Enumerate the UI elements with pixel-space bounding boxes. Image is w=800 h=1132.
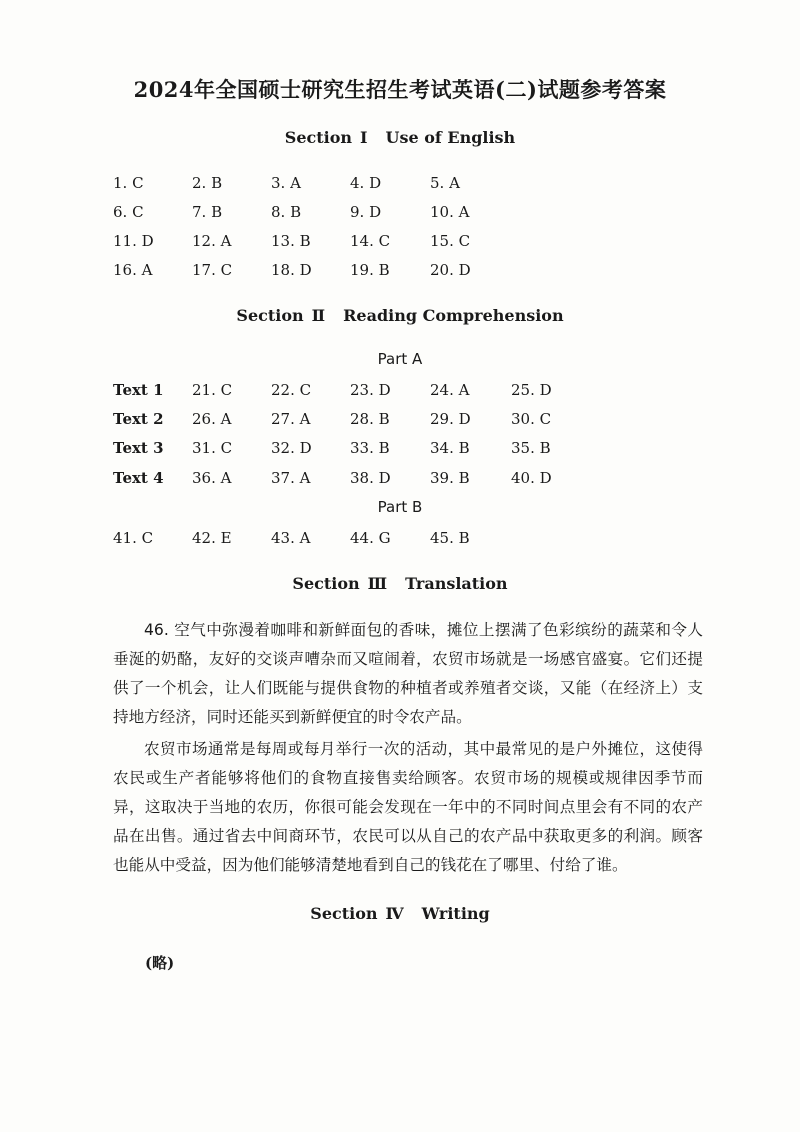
section-3-heading [0, 574, 800, 593]
answer-item: 26. A [192, 410, 232, 428]
answer-item: 11. D [113, 232, 154, 250]
section-1-heading [0, 128, 800, 147]
section-number: Ⅱ [311, 306, 326, 325]
answer-item: 9. D [350, 203, 382, 221]
answer-item: 23. D [350, 381, 391, 399]
section-number: Ⅳ [385, 904, 404, 923]
section-2-heading [0, 306, 800, 325]
answer-item: 36. A [192, 469, 232, 487]
answer-item: 28. B [350, 410, 390, 428]
section-number: Ⅲ [367, 574, 388, 593]
answer-item: 3. A [271, 174, 301, 192]
section-label: Section [310, 904, 378, 923]
section-label: Section [292, 574, 360, 593]
answer-item: 27. A [271, 410, 311, 428]
answer-item: 14. C [350, 232, 391, 250]
text-label: Text 3 [113, 439, 164, 457]
answer-item: 32. D [271, 439, 312, 457]
part-b-heading: Part B [377, 498, 423, 516]
text-label: Text 2 [113, 410, 164, 428]
section-name: Use of English [385, 128, 516, 147]
answer-item: 18. D [271, 261, 312, 279]
answer-item: 17. C [192, 261, 233, 279]
answer-item: 38. D [350, 469, 391, 487]
answer-item: 12. A [192, 232, 232, 250]
answer-item: 39. B [430, 469, 470, 487]
answer-item: 42. E [192, 529, 232, 547]
answer-item: 22. C [271, 381, 312, 399]
answer-item: 41. C [113, 529, 154, 547]
answer-item: 8. B [271, 203, 302, 221]
section-4-heading [0, 904, 800, 923]
answer-item: 30. C [511, 410, 552, 428]
answer-item: 7. B [192, 203, 223, 221]
writing-omitted: (略) [145, 954, 175, 972]
answer-item: 31. C [192, 439, 233, 457]
section-number: Ⅰ [360, 128, 368, 147]
answer-item: 24. A [430, 381, 470, 399]
part-a-heading: Part A [377, 350, 423, 368]
answer-item: 19. B [350, 261, 390, 279]
section-label: Section [236, 306, 304, 325]
section-name: Reading Comprehension [343, 306, 564, 325]
text-label: Text 4 [113, 469, 164, 487]
answer-item: 45. B [430, 529, 470, 547]
answer-item: 37. A [271, 469, 311, 487]
answer-item: 25. D [511, 381, 552, 399]
answer-item: 21. C [192, 381, 233, 399]
answer-item: 16. A [113, 261, 153, 279]
answer-item: 35. B [511, 439, 551, 457]
answer-item: 13. B [271, 232, 311, 250]
answer-item: 29. D [430, 410, 471, 428]
answer-item: 34. B [430, 439, 470, 457]
section-name: Writing [421, 904, 490, 923]
answer-item: 10. A [430, 203, 470, 221]
section-name: Translation [405, 574, 508, 593]
section-label: Section [284, 128, 353, 147]
answer-item: 20. D [430, 261, 471, 279]
translation-paragraph-2: 农贸市场通常是每周或每月举行一次的活动，其中最常见的是户外摊位，这使得农民或生产者能够将他们的食物直接售卖给顾客。农贸市场的规模或规律因季节而异，这取决于当地的农历，你很可能会发现在一年中的不同时间点里会有不同的农产品在出售。通过省去中间商环节，农民可以从自己的农产品中获取更多的利润。顾客也能从中受益，因为他们能够清楚地看到自己的钱花在了哪里、付给了谁。 [113, 740, 703, 874]
answer-item: 6. C [113, 203, 144, 221]
translation-paragraph-1: 46. 空气中弥漫着咖啡和新鲜面包的香味，摊位上摆满了色彩缤纷的蔬菜和令人垂涎的奶酪，友好的交谈声嘈杂而又喧闹着，农贸市场就是一场感官盛宴。它们还提供了一个机会，让人们既能与提供食物的种植者或养殖者交谈，又能（在经济上）支持地方经济，同时还能买到新鲜便宜的时令农产品。 [113, 621, 703, 726]
answer-item: 43. A [271, 529, 311, 547]
answer-item: 33. B [350, 439, 390, 457]
answer-item: 2. B [192, 174, 223, 192]
answer-item: 15. C [430, 232, 471, 250]
page-title: 2024年全国硕士研究生招生考试英语(二)试题参考答案 [133, 77, 667, 102]
answer-item: 4. D [350, 174, 382, 192]
answer-item: 1. C [113, 174, 144, 192]
text-label: Text 1 [113, 381, 164, 399]
answer-item: 5. A [430, 174, 460, 192]
answer-item: 40. D [511, 469, 552, 487]
answer-item: 44. G [350, 529, 391, 547]
